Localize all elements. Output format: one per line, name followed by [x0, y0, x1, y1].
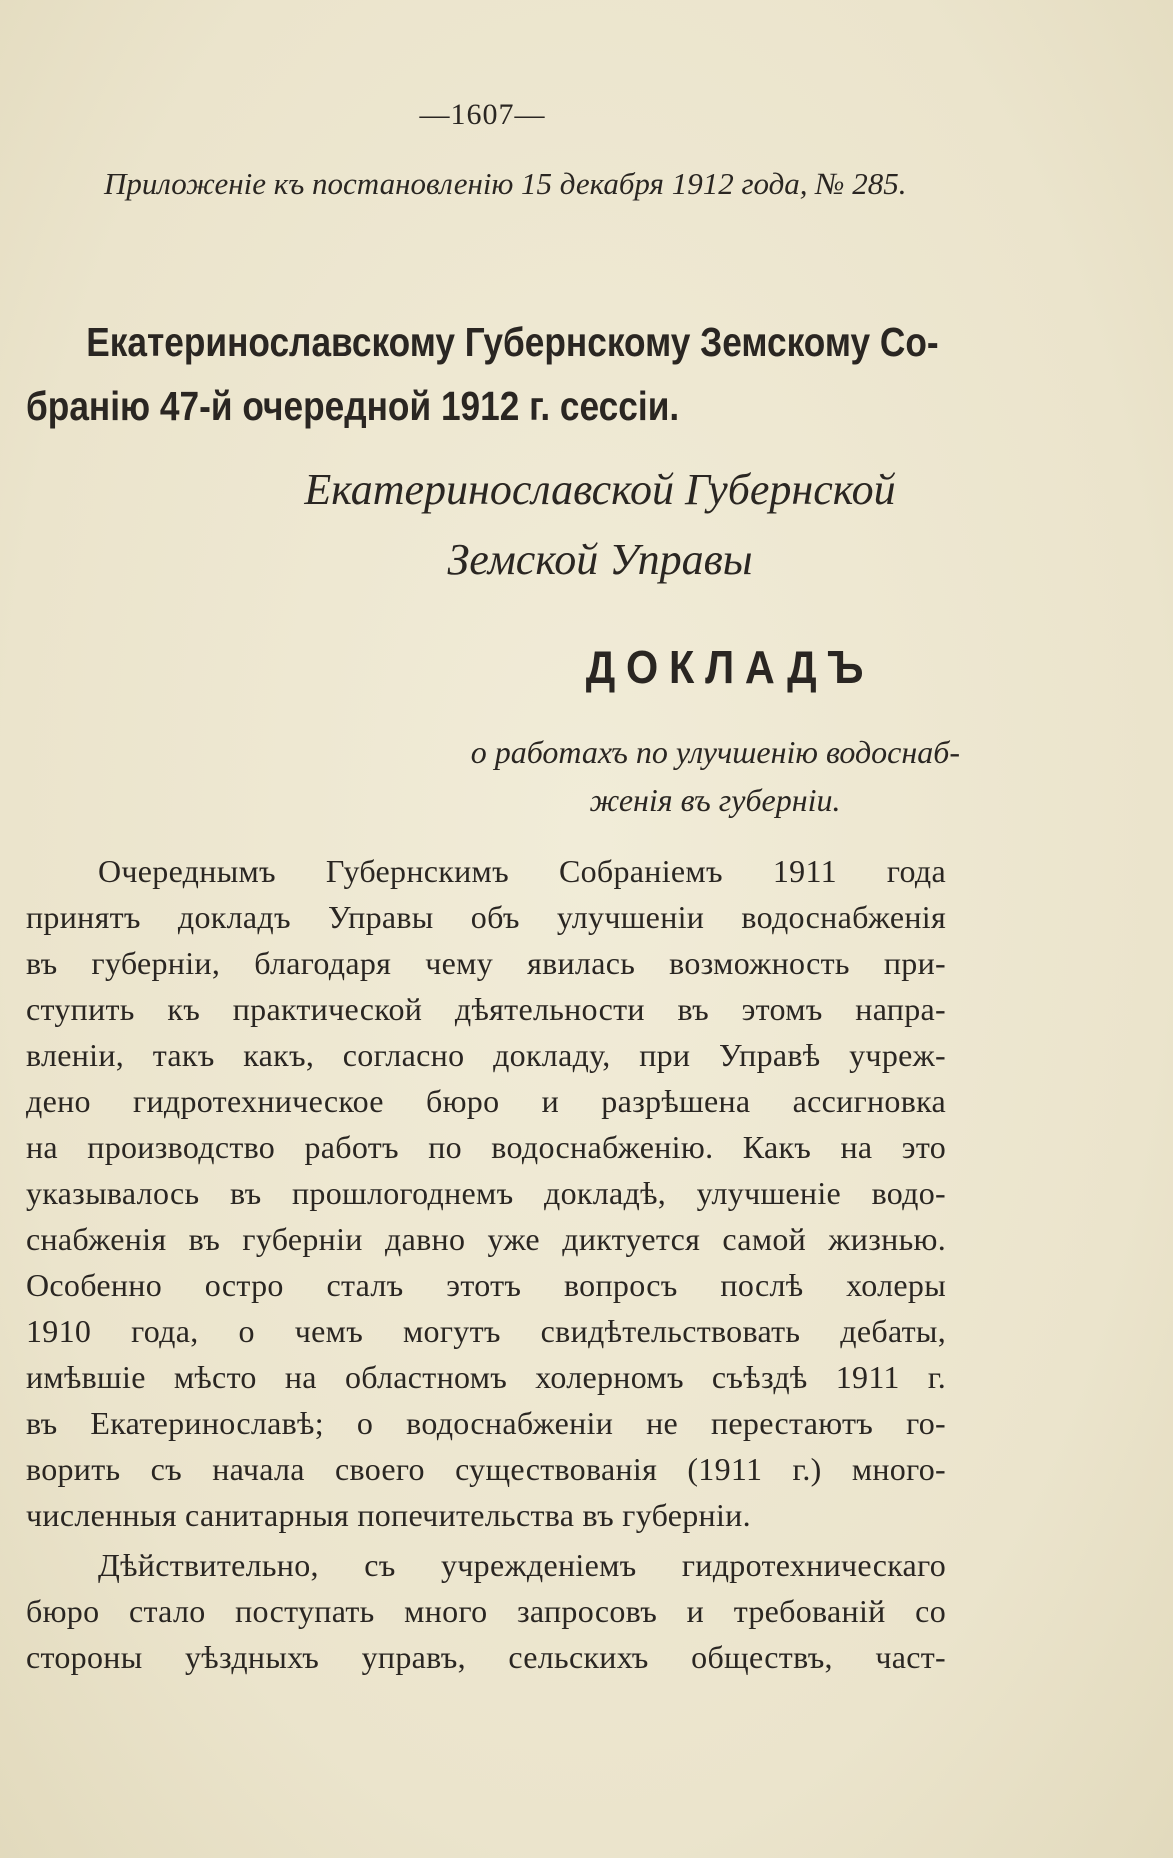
text-line: въ Екатеринославѣ; о водоснабженiи не перестаютъ го- — [26, 1405, 946, 1441]
text-line: снабженiя въ губернiи давно уже диктуется самой жизнью. — [26, 1221, 946, 1257]
address-line-1: Екатеринославскому Губернскому Земскому Со- — [86, 319, 939, 365]
text-line: Очереднымъ Губернскимъ Собранiемъ 1911 года — [98, 853, 946, 889]
subject-line-1: о работахъ по улучшенiю водоснаб- — [470, 734, 960, 770]
paragraph-2 — [26, 1542, 946, 1680]
text-line: въ губернiи, благодаря чему явилась возможность при- — [26, 945, 946, 981]
text-line: Дѣйствительно, съ учрежденiемъ гидротехническаго — [98, 1547, 946, 1583]
text-line: имѣвшiе мѣсто на областномъ холерномъ съѣздѣ 1911 г. — [26, 1359, 946, 1395]
text-line: на производство работъ по водоснабженiю. Какъ на это — [26, 1129, 946, 1165]
body-text — [26, 848, 946, 1680]
text-line: дено гидротехническое бюро и разрѣшена ассигновка — [26, 1083, 946, 1119]
appendix-note: Приложенiе къ постановленiю 15 декабря 1912 года, № 285. — [104, 166, 907, 201]
text-line: принятъ докладъ Управы объ улучшенiи водоснабженiя — [26, 899, 946, 935]
text-line: бюро стало поступать много запросовъ и требованiй со — [26, 1593, 946, 1629]
page-number: —1607— — [419, 98, 546, 131]
address-heading — [26, 310, 939, 438]
address-line-2: бранiю 47-й очередной 1912 г. сессiи. — [26, 383, 680, 429]
report-subject — [370, 728, 960, 824]
board-title-line-1: Екатеринославской Губернской — [304, 465, 896, 514]
text-line: стороны уѣздныхъ управъ, сельскихъ обществъ, част- — [26, 1639, 946, 1675]
text-line: вленiи, такъ какъ, согласно докладу, при Управѣ учреж- — [26, 1037, 946, 1073]
board-title — [250, 455, 950, 595]
document-heading: ДОКЛАДЪ — [585, 641, 875, 693]
text-line: ворить съ начала своего существованiя (1911 г.) много- — [26, 1451, 946, 1487]
paragraph-1 — [26, 848, 946, 1538]
text-line: 1910 года, о чемъ могутъ свидѣтельствовать дебаты, — [26, 1313, 946, 1349]
text-line: ступить къ практической дѣятельности въ этомъ напра- — [26, 991, 946, 1027]
text-line: указывалось въ прошлогоднемъ докладѣ, улучшенiе водо- — [26, 1175, 946, 1211]
text-line: Особенно остро сталъ этотъ вопросъ послѣ холеры — [26, 1267, 946, 1303]
subject-line-2: женiя въ губернiи. — [589, 782, 841, 818]
text-line: численныя санитарныя попечительства въ губернiи. — [26, 1497, 751, 1533]
board-title-line-2: Земской Управы — [447, 535, 753, 584]
